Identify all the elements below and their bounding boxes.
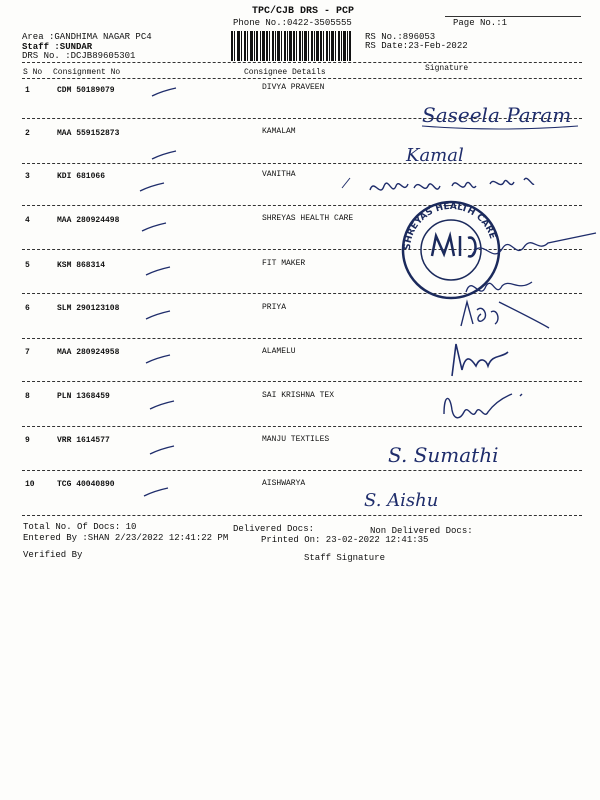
staff-signature-label: Staff Signature: [304, 553, 386, 563]
tick-mark-10: [142, 485, 172, 499]
row-9-consignment: VRR 1614577: [57, 436, 110, 445]
row-7-consignment: MAA 280924958: [57, 348, 120, 357]
tick-mark-2: [150, 148, 180, 162]
row-7-sno: 7: [25, 348, 30, 357]
svg-text:SHREYAS HEALTH CARE: SHREYAS HEALTH CARE: [402, 201, 498, 251]
delivered-docs-label: Delivered Docs:: [233, 524, 315, 534]
signature-row-6: [455, 292, 555, 342]
tick-mark-9: [148, 443, 178, 457]
header-divider: [22, 62, 582, 63]
drs-number: DRS No. :DCJB89605301: [22, 51, 136, 61]
row-3-consignee: VANITHA: [262, 170, 296, 179]
row-10-sno: 10: [25, 480, 35, 489]
non-delivered-docs-label: Non Delivered Docs:: [370, 526, 473, 536]
tick-mark-extra: [340, 176, 354, 190]
svg-text:S. Sumathi: S. Sumathi: [388, 443, 499, 467]
signature-row-4: [470, 215, 600, 275]
signature-row-8: [440, 388, 530, 424]
page-number: Page No.:1: [453, 18, 508, 28]
row-1-consignee: DIVYA PRAVEEN: [262, 83, 325, 92]
row-8-consignee: SAI KRISHNA TEX: [262, 391, 335, 400]
col-consignment: Consignment No: [53, 68, 121, 77]
col-sno: S No: [23, 68, 43, 77]
row-10-consignment: TCG 40040890: [57, 480, 115, 489]
row-1-consignment: CDM 50189079: [57, 86, 115, 95]
area-label: Area :GANDHIMA NAGAR PC4: [22, 32, 152, 42]
rs-number: RS No.:896053: [365, 32, 436, 42]
tick-mark-6: [144, 308, 174, 322]
tick-mark-4: [140, 220, 170, 234]
header-rule: [445, 16, 581, 17]
tick-mark-1: [150, 85, 180, 99]
verified-by-label: Verified By: [23, 550, 83, 560]
signature-row-9: [384, 436, 514, 472]
staff-label: Staff :SUNDAR: [22, 42, 93, 52]
col-signature: Signature: [425, 64, 469, 73]
table-end-divider: [22, 515, 582, 516]
signature-row-1: [418, 96, 588, 136]
col-consignee: Consignee Details: [244, 68, 326, 77]
tick-mark-7: [144, 352, 174, 366]
svg-text:Kamal: Kamal: [406, 145, 464, 166]
row-2-consignment: MAA 559152873: [57, 129, 120, 138]
row-9-consignee: MANJU TEXTILES: [262, 435, 330, 444]
signature-row-7: [448, 340, 518, 384]
row-3-consignment: KDI 681066: [57, 172, 106, 181]
row-7-consignee: ALAMELU: [262, 347, 296, 356]
row-10-consignee: AISHWARYA: [262, 479, 306, 488]
column-divider: [22, 78, 582, 79]
barcode: [231, 31, 351, 61]
signature-row-10: [360, 482, 480, 514]
svg-text:S. Aishu: S. Aishu: [364, 490, 439, 511]
row-9-sno: 9: [25, 436, 30, 445]
row-8-sno: 8: [25, 392, 30, 401]
row-4-consignee: SHREYAS HEALTH CARE: [262, 214, 354, 223]
row-divider: [22, 163, 582, 164]
tick-mark-8: [148, 398, 178, 412]
total-docs: Total No. Of Docs: 10: [23, 522, 137, 532]
row-5-sno: 5: [25, 261, 30, 270]
entered-by: Entered By :SHAN 2/23/2022 12:41:22 PM: [23, 533, 229, 543]
row-2-sno: 2: [25, 129, 30, 138]
row-4-sno: 4: [25, 216, 30, 225]
tick-mark-3: [138, 180, 168, 194]
row-6-consignment: SLM 290123108: [57, 304, 120, 313]
row-divider: [22, 426, 582, 427]
tick-mark-5: [144, 264, 174, 278]
row-4-consignment: MAA 280924498: [57, 216, 120, 225]
row-5-consignment: KSM 868314: [57, 261, 106, 270]
row-5-consignee: FIT MAKER: [262, 259, 306, 268]
signature-row-2: [404, 141, 494, 171]
row-6-sno: 6: [25, 304, 30, 313]
document-title: TPC/CJB DRS - PCP: [252, 6, 355, 17]
row-1-sno: 1: [25, 86, 30, 95]
row-6-consignee: PRIYA: [262, 303, 287, 312]
printed-on: Printed On: 23-02-2022 12:41:35: [261, 535, 429, 545]
row-8-consignment: PLN 1368459: [57, 392, 110, 401]
rs-date: RS Date:23-Feb-2022: [365, 41, 468, 51]
row-3-sno: 3: [25, 172, 30, 181]
row-2-consignee: KAMALAM: [262, 127, 296, 136]
svg-text:Saseela Param: Saseela Param: [422, 103, 572, 127]
phone-number: Phone No.:0422-3505555: [233, 18, 352, 28]
